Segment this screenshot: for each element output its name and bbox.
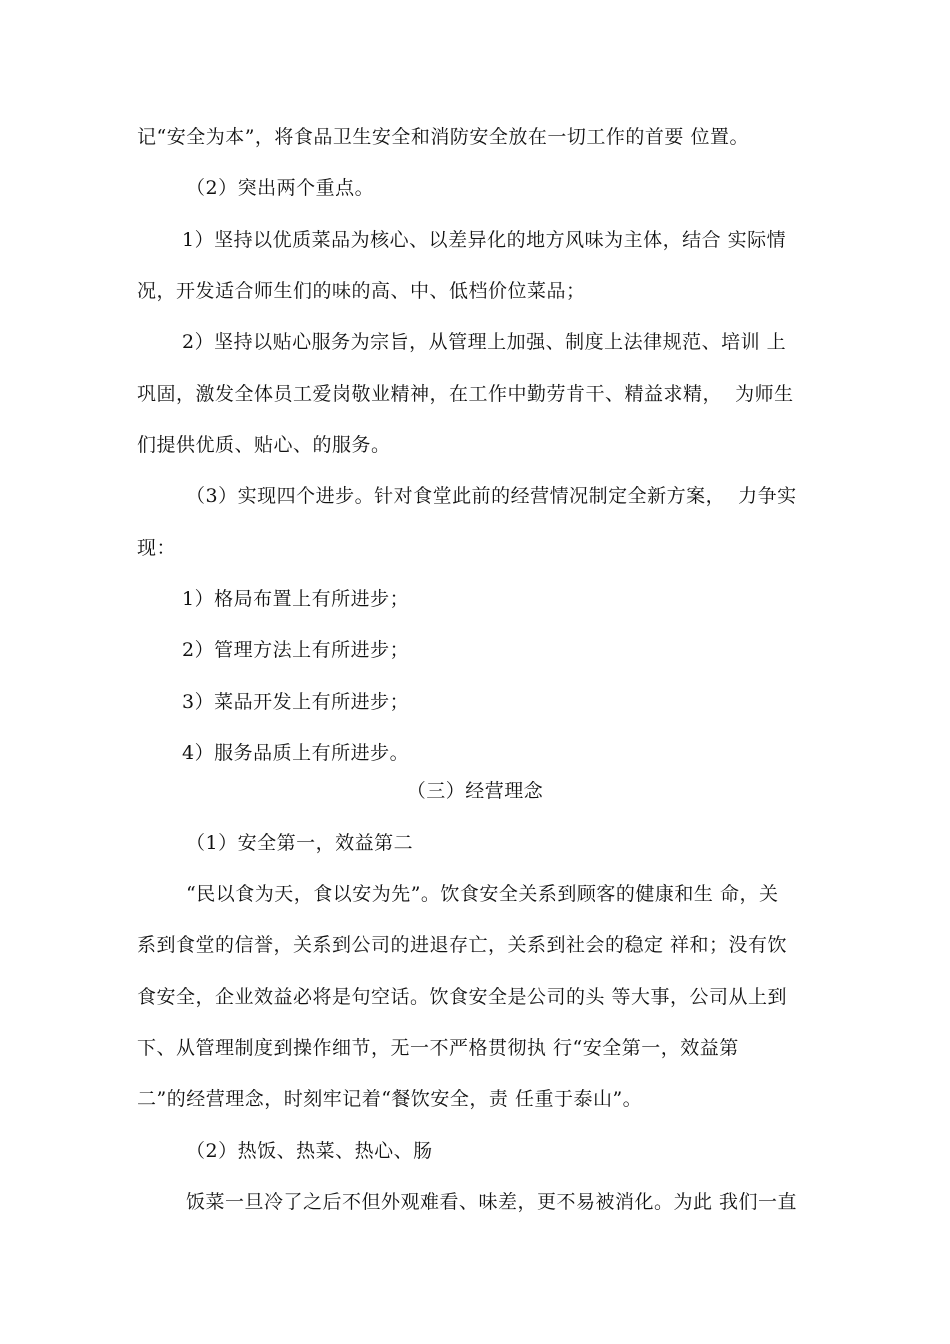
- list-item: 1）坚持以优质菜品为核心、以差异化的地方风味为主体，结合 实际情: [182, 229, 787, 251]
- chapter-heading: （三）经营理念: [406, 780, 544, 802]
- paragraph-line: 二”的经营理念，时刻牢记着“餐饮安全，责 任重于泰山”。: [137, 1088, 643, 1110]
- paragraph-line: 记“安全为本”，将食品卫生安全和消防安全放在一切工作的首要 位置。: [137, 126, 749, 148]
- list-item: 2）坚持以贴心服务为宗旨，从管理上加强、制度上法律规范、培训 上: [182, 331, 787, 353]
- paragraph-line: 下、从管理制度到操作细节，无一不严格贯彻执 行“安全第一，效益第: [137, 1037, 739, 1059]
- paragraph-line: 系到食堂的信誉，关系到公司的进退存亡，关系到社会的稳定 祥和；没有饮: [137, 934, 788, 956]
- paragraph-line: 们提供优质、贴心、的服务。: [137, 434, 391, 456]
- list-item: 4）服务品质上有所进步。: [182, 742, 410, 764]
- section-heading: （3）实现四个进步。针对食堂此前的经营情况制定全新方案， 力争实: [186, 485, 797, 507]
- list-item: 3）菜品开发上有所进步；: [182, 691, 410, 713]
- section-heading: （2）突出两个重点。: [186, 177, 375, 199]
- paragraph-line: 现：: [137, 537, 177, 559]
- section-heading: （2）热饭、热菜、热心、肠: [186, 1140, 433, 1162]
- paragraph-line: 况，开发适合师生们的味的高、中、低档价位菜品；: [137, 280, 586, 302]
- paragraph-line: “民以食为天，食以安为先”。饮食安全关系到顾客的健康和生 命，关: [186, 883, 779, 905]
- list-item: 2）管理方法上有所进步；: [182, 639, 410, 661]
- paragraph-line: 食安全，企业效益必将是句空话。饮食安全是公司的头 等大事，公司从上到: [137, 986, 788, 1008]
- section-heading: （1）安全第一，效益第二: [186, 832, 414, 854]
- paragraph-line: 饭菜一旦冷了之后不但外观难看、味差，更不易被消化。为此 我们一直: [186, 1191, 798, 1213]
- paragraph-line: 巩固，激发全体员工爱岗敬业精神，在工作中勤劳肯干、精益求精， 为师生: [137, 383, 794, 405]
- list-item: 1）格局布置上有所进步；: [182, 588, 410, 610]
